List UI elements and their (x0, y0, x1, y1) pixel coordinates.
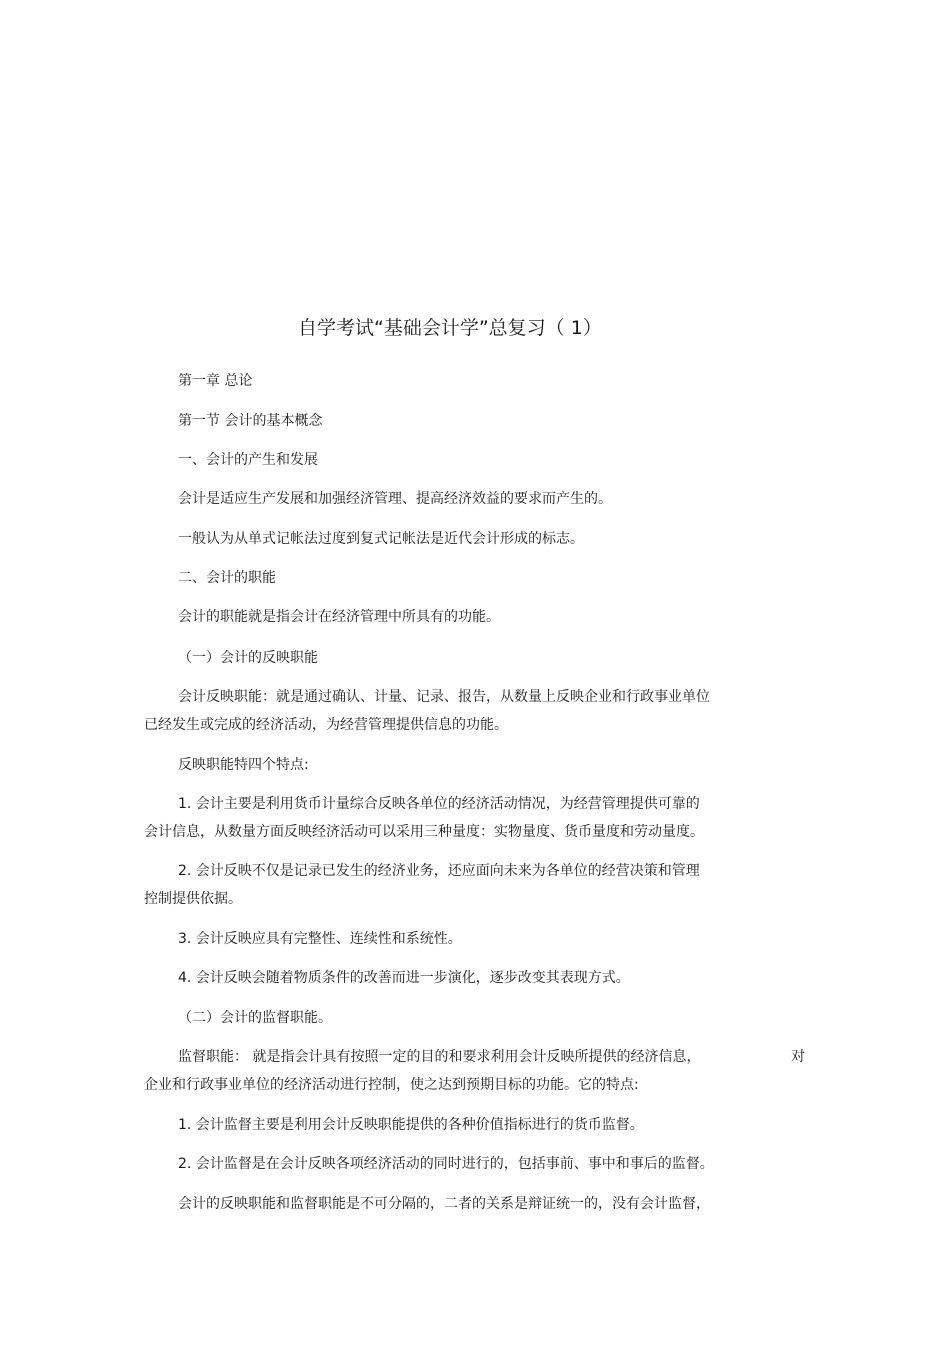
section-heading: 第一节 会计的基本概念 (178, 413, 323, 429)
list-item-line: 1. 会计监督主要是利用会计反映职能提供的各种价值指标进行的货币监督。 (178, 1117, 644, 1133)
list-item-line: 1. 会计主要是利用货币计量综合反映各单位的经济活动情况，为经营管理提供可靠的 (178, 796, 700, 812)
paragraph-line: 已经发生或完成的经济活动，为经营管理提供信息的功能。 (144, 717, 508, 733)
list-item-line: 4. 会计反映会随着物质条件的改善而进一步演化，逐步改变其表现方式。 (178, 970, 630, 986)
subsection-heading: （一）会计的反映职能 (178, 650, 318, 666)
list-item-line: 会计信息，从数量方面反映经济活动可以采用三种量度：实物量度、货币量度和劳动量度。 (144, 824, 704, 840)
list-item-line: 控制提供依据。 (144, 891, 242, 907)
subsection-heading: 一、会计的产生和发展 (178, 452, 318, 468)
paragraph-line: 会计的反映职能和监督职能是不可分隔的，二者的关系是辩证统一的，没有会计监督， (178, 1196, 710, 1212)
list-item-line: 2. 会计监督是在会计反映各项经济活动的同时进行的，包括事前、事中和事后的监督。 (178, 1156, 714, 1172)
paragraph-line: 会计是适应生产发展和加强经济管理、提高经济效益的要求而产生的。 (178, 491, 612, 507)
subsection-heading: 二、会计的职能 (178, 570, 276, 586)
subsection-heading: （二）会计的监督职能。 (178, 1010, 332, 1026)
paragraph-line: 对 (791, 1049, 805, 1065)
list-item-line: 2. 会计反映不仅是记录已发生的经济业务，还应面向未来为各单位的经营决策和管理 (178, 863, 700, 879)
paragraph-line: 会计的职能就是指会计在经济管理中所具有的功能。 (178, 609, 500, 625)
paragraph-line: 会计反映职能：就是通过确认、计量、记录、报告，从数量上反映企业和行政事业单位 (178, 689, 710, 705)
paragraph-line: 反映职能特四个特点: (178, 757, 309, 773)
chapter-heading: 第一章 总论 (178, 373, 253, 389)
paragraph-line: 监督职能： 就是指会计具有按照一定的目的和要求利用会计反映所提供的经济信息， (178, 1049, 701, 1065)
document-title: 自学考试“基础会计学”总复习（ 1） (298, 317, 602, 339)
paragraph-line: 一般认为从单式记帐法过度到复式记帐法是近代会计形成的标志。 (178, 531, 584, 547)
paragraph-line: 企业和行政事业单位的经济活动进行控制，使之达到预期目标的功能。它的特点: (144, 1077, 639, 1093)
list-item-line: 3. 会计反映应具有完整性、连续性和系统性。 (178, 931, 462, 947)
